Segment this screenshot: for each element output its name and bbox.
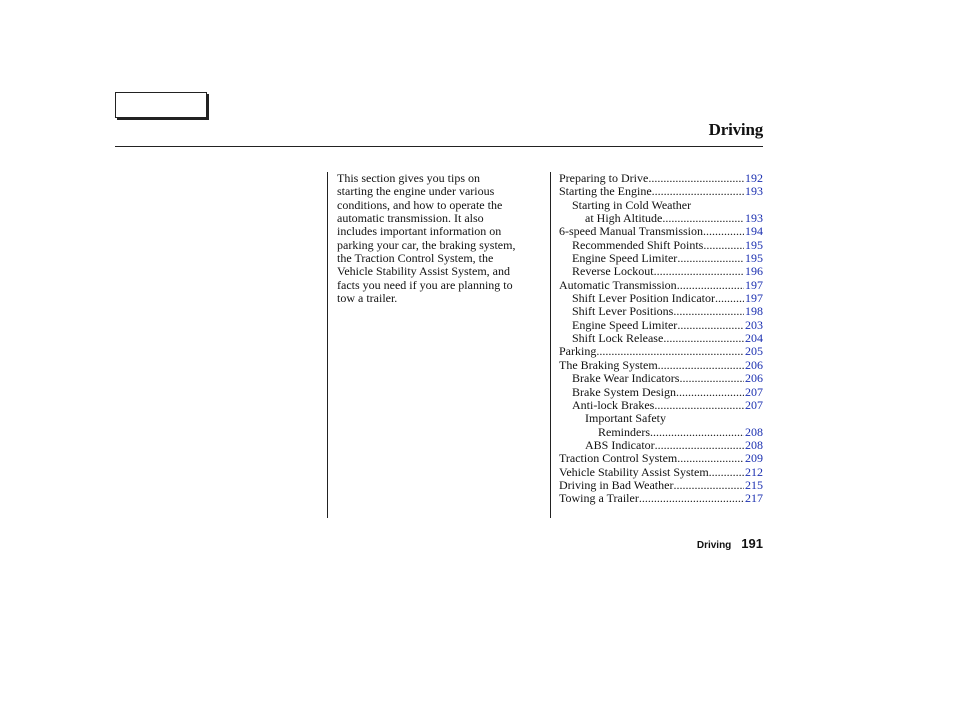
toc-page-link[interactable]: 195: [745, 237, 763, 252]
toc-entry[interactable]: [559, 372, 763, 385]
toc-entry[interactable]: [559, 492, 763, 505]
intro-line: facts you need if you are planning to: [337, 277, 513, 292]
toc-entry-label: Engine Speed Limiter: [572, 251, 678, 266]
nav-box: [115, 92, 207, 118]
intro-line: conditions, and how to operate the: [337, 197, 503, 212]
toc-entry[interactable]: [559, 452, 763, 465]
toc-page-link[interactable]: 204: [745, 331, 763, 346]
toc-entry[interactable]: [559, 185, 763, 198]
toc-page-link[interactable]: 203: [745, 317, 763, 332]
toc-entry-label: Preparing to Drive: [559, 171, 649, 185]
toc-entry[interactable]: [559, 332, 763, 345]
toc-entry[interactable]: [559, 239, 763, 252]
toc-entry[interactable]: [559, 319, 763, 332]
toc-leader-dots: [639, 492, 744, 505]
toc-page-link[interactable]: 209: [745, 451, 763, 466]
toc-entry-label: Starting the Engine: [559, 184, 652, 199]
toc-entry-label: Starting in Cold Weather: [572, 197, 692, 212]
toc-entry-label: Automatic Transmission: [559, 277, 677, 292]
page-number: 191: [741, 536, 763, 551]
toc-leader-dots: [650, 426, 744, 439]
intro-line: tow a trailer.: [337, 291, 398, 306]
toc-leader-dots: [673, 305, 744, 318]
toc-entry: [559, 199, 763, 212]
toc-entry[interactable]: [559, 212, 763, 225]
page-title: Driving: [708, 120, 763, 139]
toc-leader-dots: [658, 359, 744, 372]
intro-line: parking your car, the braking system,: [337, 237, 516, 252]
toc-page-link[interactable]: 194: [745, 224, 763, 239]
toc-page-link[interactable]: 217: [745, 491, 763, 506]
toc-leader-dots: [677, 252, 744, 265]
toc-entry-label: Important Safety: [585, 411, 666, 426]
toc-leader-dots: [673, 479, 744, 492]
toc-page-link[interactable]: 198: [745, 304, 763, 319]
toc-entry[interactable]: [559, 386, 763, 399]
toc-entry-label: Shift Lock Release: [572, 331, 664, 346]
intro-line: starting the engine under various: [337, 184, 495, 199]
toc-page-link[interactable]: 197: [745, 277, 763, 292]
intro-line: includes important information on: [337, 224, 502, 239]
toc-page-link[interactable]: 193: [745, 211, 763, 226]
toc-page-link[interactable]: 208: [745, 437, 763, 452]
toc-entry-label: Reminders: [598, 424, 650, 439]
column-divider-right: [550, 172, 551, 518]
toc-leader-dots: [663, 332, 744, 345]
toc-entry-label: Engine Speed Limiter: [572, 317, 678, 332]
toc-page-link[interactable]: 215: [745, 477, 763, 492]
toc-entry-label: Traction Control System: [559, 451, 678, 466]
toc-entry-label: at High Altitude: [585, 211, 663, 226]
toc-entry-label: ABS Indicator: [585, 437, 655, 452]
toc-entry[interactable]: [559, 426, 763, 439]
toc-entry-label: Reverse Lockout: [572, 264, 654, 279]
toc-entry-label: Driving in Bad Weather: [559, 477, 674, 492]
toc-page-link[interactable]: 207: [745, 384, 763, 399]
toc-page-link[interactable]: 195: [745, 251, 763, 266]
toc-leader-dots: [648, 172, 744, 185]
toc-entry-label: Recommended Shift Points: [572, 237, 704, 252]
table-of-contents: [559, 172, 763, 506]
toc-page-link[interactable]: 193: [745, 184, 763, 199]
toc-page-link[interactable]: 205: [745, 344, 763, 359]
toc-entry[interactable]: [559, 439, 763, 452]
toc-entry[interactable]: [559, 399, 763, 412]
toc-leader-dots: [654, 265, 744, 278]
toc-entry-label: Shift Lever Position Indicator: [572, 291, 715, 306]
toc-leader-dots: [677, 279, 744, 292]
toc-page-link[interactable]: 196: [745, 264, 763, 279]
toc-entry[interactable]: [559, 279, 763, 292]
intro-line: automatic transmission. It also: [337, 211, 484, 226]
toc-page-link[interactable]: 208: [745, 424, 763, 439]
toc-entry[interactable]: [559, 305, 763, 318]
toc-entry-label: Brake Wear Indicators: [572, 371, 680, 386]
column-divider-left: [327, 172, 328, 518]
toc-leader-dots: [677, 452, 744, 465]
toc-page-link[interactable]: 207: [745, 397, 763, 412]
page-footer: [697, 536, 763, 551]
title-rule: [115, 146, 763, 147]
toc-entry[interactable]: [559, 252, 763, 265]
toc-entry-label: Shift Lever Positions: [572, 304, 674, 319]
toc-entry-label: Parking: [559, 344, 597, 359]
toc-entry-label: 6-speed Manual Transmission: [559, 224, 703, 239]
intro-line: the Traction Control System, the: [337, 251, 494, 266]
toc-leader-dots: [654, 399, 744, 412]
toc-leader-dots: [662, 212, 744, 225]
intro-line: Vehicle Stability Assist System, and: [337, 264, 510, 279]
toc-leader-dots: [703, 239, 744, 252]
toc-leader-dots: [677, 319, 744, 332]
toc-entry[interactable]: [559, 225, 763, 238]
toc-entry[interactable]: [559, 265, 763, 278]
toc-page-link[interactable]: 212: [745, 464, 763, 479]
toc-leader-dots: [679, 372, 744, 385]
toc-leader-dots: [709, 466, 744, 479]
toc-entry-label: Brake System Design: [572, 384, 676, 399]
toc-entry[interactable]: [559, 466, 763, 479]
toc-page-link[interactable]: 206: [745, 371, 763, 386]
toc-entry[interactable]: [559, 292, 763, 305]
toc-entry-label: Towing a Trailer: [559, 491, 639, 506]
toc-entry[interactable]: [559, 479, 763, 492]
intro-text: [337, 172, 547, 305]
toc-entry-label: Anti-lock Brakes: [572, 397, 655, 412]
toc-leader-dots: [596, 345, 744, 358]
toc-entry-label: The Braking System: [559, 357, 658, 372]
toc-leader-dots: [715, 292, 744, 305]
toc-leader-dots: [703, 225, 744, 238]
toc-leader-dots: [676, 386, 744, 399]
footer-section-label: Driving: [696, 540, 732, 551]
toc-page-link[interactable]: 206: [745, 357, 763, 372]
intro-line: This section gives you tips on: [337, 171, 480, 185]
toc-entry: [559, 412, 763, 425]
toc-leader-dots: [652, 185, 744, 198]
toc-entry[interactable]: [559, 359, 763, 372]
toc-entry[interactable]: [559, 172, 763, 185]
toc-page-link[interactable]: 197: [745, 291, 763, 306]
toc-entry-label: Vehicle Stability Assist System: [559, 464, 709, 479]
toc-leader-dots: [655, 439, 744, 452]
toc-entry[interactable]: [559, 345, 763, 358]
toc-page-link[interactable]: 192: [745, 171, 763, 185]
